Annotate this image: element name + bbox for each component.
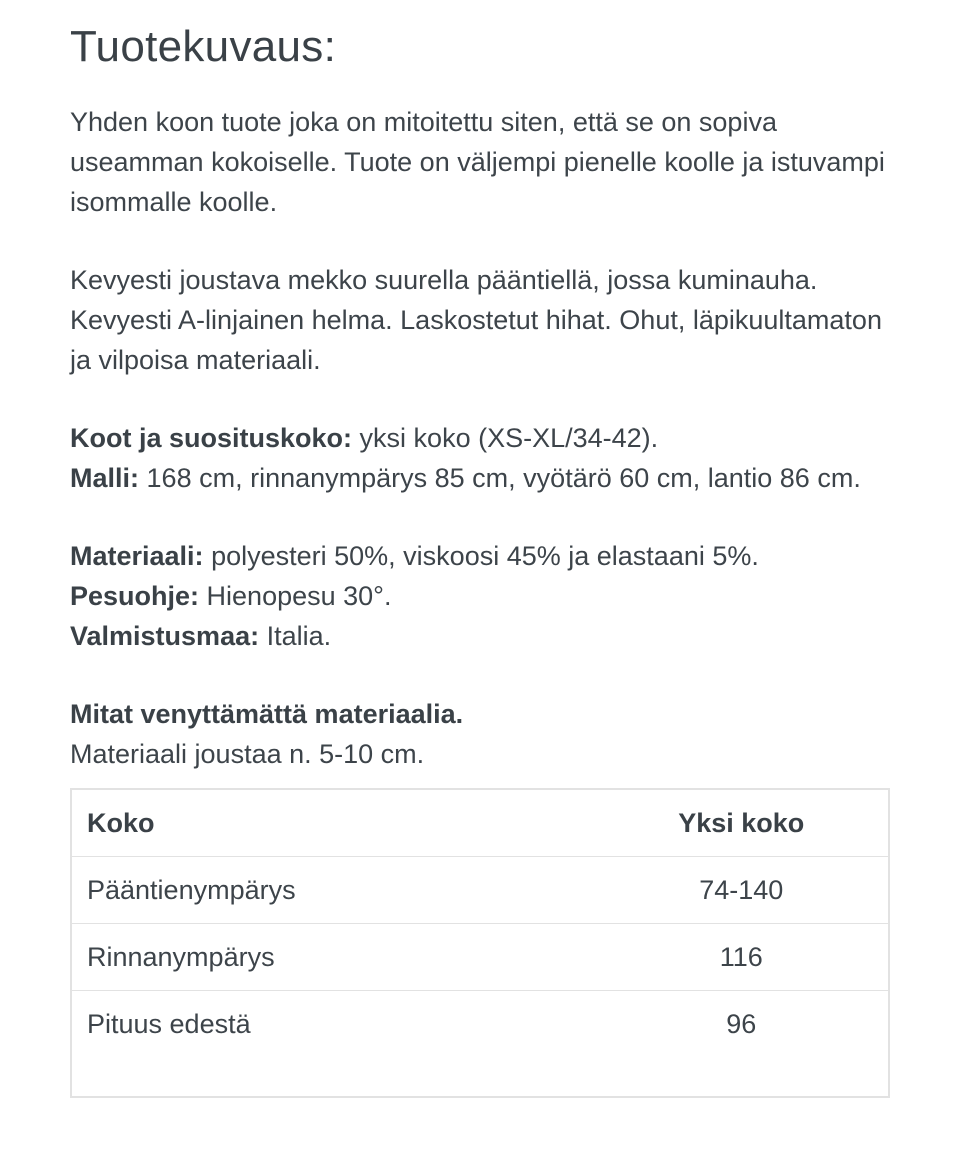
row-front-length-value: 96 [595, 991, 889, 1098]
care-line-material [70, 536, 890, 576]
row-neckline-label: Pääntienympärys [71, 857, 595, 924]
sizes-label: Koot ja suosituskoko: [70, 423, 353, 453]
table-row-chest [71, 924, 889, 991]
model-value: 168 cm, rinnanympärys 85 cm, vyötärö 60 cm, lantio 86 cm. [146, 463, 861, 493]
care-paragraph [70, 536, 890, 656]
sizing-line-sizes [70, 418, 890, 458]
size-table-header-koko: Koko [87, 808, 155, 838]
washing-value: Hienopesu 30°. [206, 581, 392, 611]
description-paragraph: Kevyesti joustava mekko suurella pääntiellä, jossa kuminauha. Kevyesti A-linjainen helma. Laskostetut hihat. Ohut, läpikuultamaton ja vilpoisa materiaali. [70, 265, 882, 375]
table-row-front-length [71, 991, 889, 1098]
sizes-value: yksi koko (XS-XL/34-42). [359, 423, 659, 453]
row-front-length-label: Pituus edestä [71, 991, 595, 1098]
care-line-country [70, 616, 890, 656]
material-value: polyesteri 50%, viskoosi 45% ja elastaani 5%. [211, 541, 759, 571]
sizing-line-model [70, 458, 890, 498]
table-row-neckline [71, 857, 889, 924]
measurements-paragraph [70, 694, 890, 774]
size-table-header [71, 789, 889, 857]
washing-label: Pesuohje: [70, 581, 200, 611]
measurements-heading: Mitat venyttämättä materiaalia. [70, 699, 464, 729]
intro-paragraph: Yhden koon tuote joka on mitoitettu siten, että se on sopiva useamman kokoiselle. Tuote on väljempi pienelle koolle ja istuvampi isommalle koolle. [70, 107, 885, 217]
size-table [70, 788, 890, 1098]
country-value: Italia. [266, 621, 332, 651]
size-table-header-yksi-koko: Yksi koko [678, 808, 805, 838]
page-title: Tuotekuvaus: [70, 22, 337, 71]
material-label: Materiaali: [70, 541, 204, 571]
model-label: Malli: [70, 463, 140, 493]
size-table-header-row [71, 789, 889, 857]
row-chest-label: Rinnanympärys [71, 924, 595, 991]
care-line-washing [70, 576, 890, 616]
size-table-body [71, 857, 889, 1098]
country-label: Valmistusmaa: [70, 621, 260, 651]
row-neckline-value: 74-140 [595, 857, 889, 924]
measurements-note: Materiaali joustaa n. 5-10 cm. [70, 739, 425, 769]
row-chest-value: 116 [595, 924, 889, 991]
sizing-paragraph [70, 418, 890, 498]
